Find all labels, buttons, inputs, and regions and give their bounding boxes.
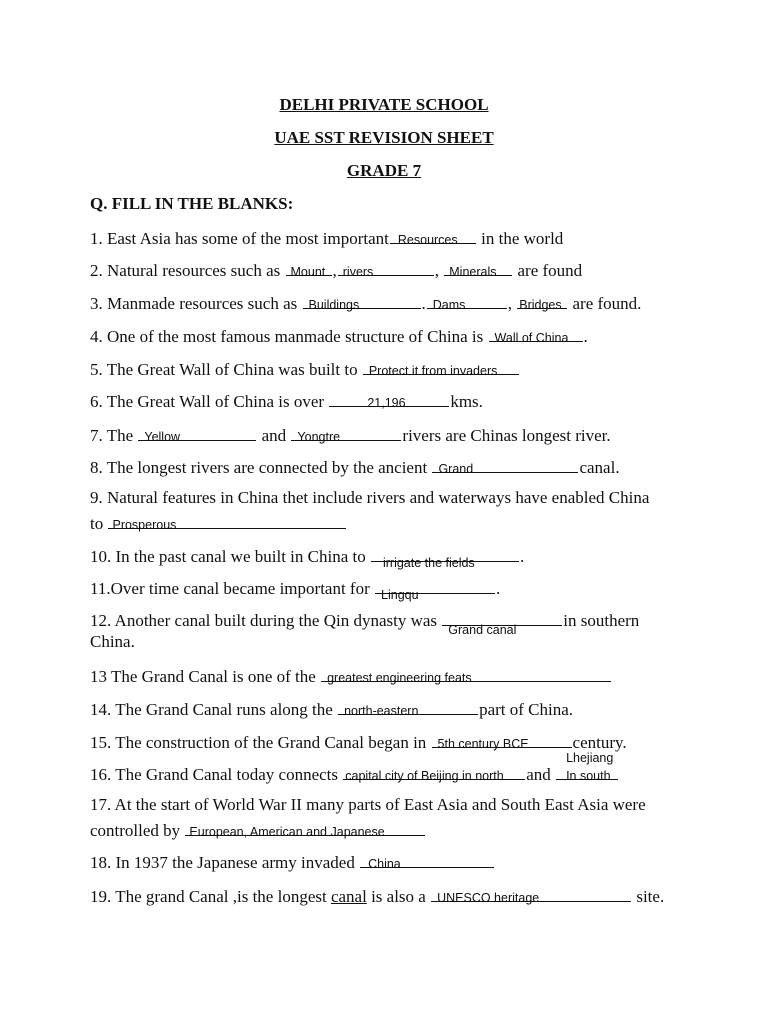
- blank-19[interactable]: UNESCO heritage: [431, 885, 631, 902]
- blank-11[interactable]: Lingqu: [375, 577, 495, 594]
- question-17: 17. At the start of World War II many parts of East Asia and South East Asia were: [90, 795, 646, 814]
- answer-1: Resources: [397, 233, 458, 247]
- question-3: 3. Manmade resources such as Buildings . Dams , Bridges are found.: [90, 294, 642, 313]
- blank-2c[interactable]: Minerals: [444, 259, 512, 276]
- question-13: 13 The Grand Canal is one of the greatest engineering feats: [90, 665, 612, 687]
- blank-14[interactable]: north-eastern: [338, 698, 478, 715]
- question-14: 14. The Grand Canal runs along the north-eastern part of China.: [90, 700, 574, 719]
- canal-underlined: canal: [330, 887, 367, 906]
- question-19: 19. The grand Canal ,is the longest canal is also a UNESCO heritage site.: [90, 887, 665, 906]
- blank-13[interactable]: greatest engineering feats: [321, 665, 611, 682]
- question-9: 9. Natural features in China thet include rivers and waterways have enabled China: [90, 488, 650, 507]
- blank-15[interactable]: 5th century BCE: [432, 731, 572, 748]
- sheet-title: UAE SST REVISION SHEET: [274, 128, 494, 147]
- question-4: 4. One of the most famous manmade structure of China is Wall of China .: [90, 327, 588, 346]
- question-17-cont: controlled by European, American and Japanese: [90, 819, 426, 841]
- question-12: 12. Another canal built during the Qin dynasty was Grand canal in southern: [90, 611, 640, 637]
- question-9-cont: to Prosperous: [90, 512, 347, 534]
- blank-7a[interactable]: Yellow: [138, 424, 256, 441]
- question-18: 18. In 1937 the Japanese army invaded China: [90, 851, 495, 873]
- blank-2a[interactable]: Mount: [286, 259, 332, 276]
- school-name: DELHI PRIVATE SCHOOL: [279, 95, 489, 114]
- blank-4[interactable]: Wall of China: [489, 325, 583, 342]
- question-10: 10. In the past canal we built in China to irrigate the fields .: [90, 547, 525, 570]
- blank-16b[interactable]: Lhejiang In south: [556, 763, 618, 780]
- q1-text: 1. East Asia has some of the most important: [90, 229, 389, 248]
- blank-16a[interactable]: capital city of Beijing in north: [343, 763, 525, 780]
- blank-18[interactable]: China: [360, 851, 494, 868]
- blank-9[interactable]: Prosperous: [108, 512, 346, 529]
- blank-17[interactable]: European, American and Japanese: [185, 819, 425, 836]
- question-16: 16. The Grand Canal today connects capital city of Beijing in north and Lhejiang In south: [90, 763, 619, 785]
- question-7: 7. The Yellow and Yongtre rivers are Chinas longest river.: [90, 426, 611, 445]
- blank-3a[interactable]: Buildings: [303, 292, 421, 309]
- question-5: 5. The Great Wall of China was built to Protect it from invaders: [90, 358, 520, 380]
- blank-12[interactable]: Grand canal: [442, 609, 562, 626]
- question-8: 8. The longest rivers are connected by the ancient Grand canal.: [90, 458, 620, 477]
- blank-6[interactable]: 21,196: [329, 390, 449, 407]
- question-15: 15. The construction of the Grand Canal began in 5th century BCE century.: [90, 733, 627, 752]
- question-12-cont: China.: [90, 632, 135, 651]
- question-2: 2. Natural resources such as Mount , rivers , Minerals are found: [90, 261, 583, 280]
- section-title: Q. FILL IN THE BLANKS:: [90, 194, 294, 213]
- question-11: 11.Over time canal became important for Lingqu .: [90, 579, 501, 602]
- blank-5[interactable]: Protect it from invaders: [363, 358, 519, 375]
- blank-3c[interactable]: Bridges: [517, 292, 567, 309]
- blank-7b[interactable]: Yongtre: [291, 424, 401, 441]
- blank-10[interactable]: irrigate the fields: [371, 545, 519, 562]
- blank-3b[interactable]: Dams: [427, 292, 507, 309]
- blank-1[interactable]: [390, 227, 476, 247]
- question-1: 1. East Asia has some of the most important Resources in the world: [90, 229, 564, 248]
- blank-2b[interactable]: rivers: [338, 259, 434, 276]
- question-6: 6. The Great Wall of China is over 21,196 kms.: [90, 392, 483, 411]
- blank-8[interactable]: Grand: [432, 456, 578, 473]
- grade-title: GRADE 7: [346, 161, 422, 180]
